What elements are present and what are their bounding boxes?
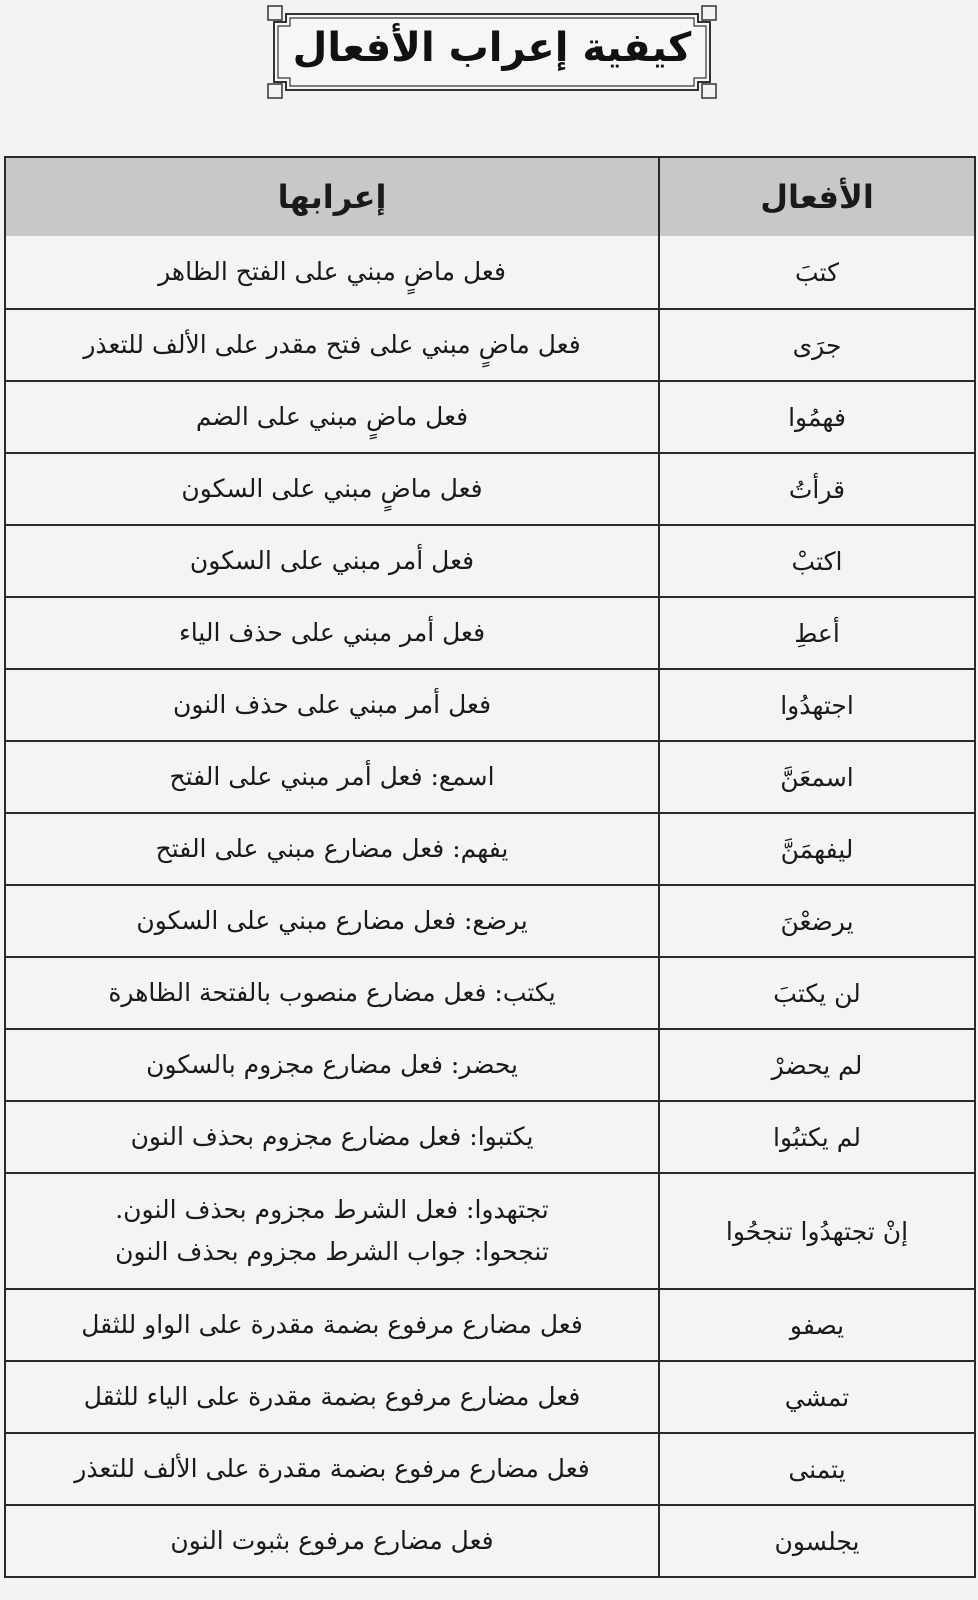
verb-cell: قرأتُ bbox=[788, 474, 846, 504]
parsing-cell bbox=[6, 310, 660, 380]
table-row bbox=[6, 596, 974, 668]
verb-cell: تمشي bbox=[784, 1382, 850, 1412]
verb-cell: جرَى bbox=[792, 330, 842, 360]
parsing-text: فعل ماضٍ مبني على الضم bbox=[195, 402, 469, 431]
table-row bbox=[6, 1432, 974, 1504]
table-header-row bbox=[6, 158, 974, 236]
parsing-text: فعل مضارع مرفوع بضمة مقدرة على الياء للثقل bbox=[83, 1382, 581, 1411]
parsing-cell bbox=[6, 526, 660, 596]
verb-cell: ليفهمَنَّ bbox=[780, 834, 854, 864]
table-row bbox=[6, 308, 974, 380]
parsing-cell bbox=[6, 958, 660, 1028]
parsing-text: يكتب: فعل مضارع منصوب بالفتحة الظاهرة bbox=[108, 978, 556, 1007]
parsing-cell bbox=[6, 886, 660, 956]
table-row bbox=[6, 1100, 974, 1172]
verb-cell: لم يحضرْ bbox=[771, 1050, 863, 1080]
parsing-text: فعل مضارع مرفوع بضمة مقدرة على الواو للثقل bbox=[81, 1310, 583, 1339]
parsing-cell bbox=[6, 1102, 660, 1172]
parsing-text: يرضع: فعل مضارع مبني على السكون bbox=[136, 906, 528, 935]
parsing-text: فعل أمر مبني على السكون bbox=[189, 546, 475, 575]
parsing-text: فعل مضارع مرفوع بثبوت النون bbox=[170, 1526, 494, 1555]
parsing-text: يحضر: فعل مضارع مجزوم بالسكون bbox=[146, 1050, 518, 1079]
parsing-text: تنجحوا: جواب الشرط مجزوم بحذف النون bbox=[115, 1237, 549, 1266]
parsing-cell bbox=[6, 454, 660, 524]
table-row bbox=[6, 740, 974, 812]
parsing-cell bbox=[6, 598, 660, 668]
parsing-text: يفهم: فعل مضارع مبني على الفتح bbox=[155, 834, 509, 863]
header-verbs: الأفعال bbox=[760, 178, 874, 216]
parsing-text: فعل مضارع مرفوع بضمة مقدرة على الألف للتعذر bbox=[74, 1454, 590, 1483]
parsing-cell bbox=[6, 814, 660, 884]
table-row bbox=[6, 1288, 974, 1360]
parsing-text: فعل ماضٍ مبني على السكون bbox=[181, 474, 483, 503]
parsing-text: يكتبوا: فعل مضارع مجزوم بحذف النون bbox=[130, 1122, 534, 1151]
table-row bbox=[6, 1504, 974, 1576]
verb-cell: اكتبْ bbox=[791, 546, 843, 576]
table-row bbox=[6, 668, 974, 740]
verbs-parsing-table bbox=[4, 156, 976, 1578]
page-title: كيفية إعراب الأفعال bbox=[292, 25, 692, 71]
table-row bbox=[6, 452, 974, 524]
parsing-cell bbox=[6, 1290, 660, 1360]
table-row bbox=[6, 812, 974, 884]
verb-cell: يرضعْنَ bbox=[780, 906, 854, 936]
parsing-cell bbox=[6, 1434, 660, 1504]
verb-cell: إنْ تجتهدُوا تنجحُوا bbox=[725, 1216, 909, 1246]
parsing-cell bbox=[6, 670, 660, 740]
verb-cell: كتبَ bbox=[795, 257, 839, 287]
parsing-cell bbox=[6, 1174, 660, 1288]
parsing-text: تجتهدوا: فعل الشرط مجزوم بحذف النون. bbox=[115, 1195, 549, 1224]
table-row bbox=[6, 1028, 974, 1100]
title-frame bbox=[264, 0, 720, 102]
parsing-cell bbox=[6, 742, 660, 812]
table-row bbox=[6, 1172, 974, 1288]
table-row bbox=[6, 884, 974, 956]
parsing-cell bbox=[6, 1362, 660, 1432]
verb-cell: يجلسون bbox=[774, 1526, 860, 1556]
parsing-cell bbox=[6, 1030, 660, 1100]
verb-cell: لم يكتبُوا bbox=[773, 1122, 861, 1152]
table-row bbox=[6, 524, 974, 596]
verb-cell: أعطِ bbox=[794, 618, 840, 648]
verb-cell: يصفو bbox=[789, 1310, 845, 1340]
parsing-text: فعل ماضٍ مبني على فتح مقدر على الألف للتعذر bbox=[83, 330, 581, 359]
table-row bbox=[6, 380, 974, 452]
parsing-cell bbox=[6, 236, 660, 308]
parsing-cell bbox=[6, 382, 660, 452]
parsing-text: فعل أمر مبني على حذف الياء bbox=[178, 618, 486, 647]
table-row bbox=[6, 236, 974, 308]
parsing-text: اسمع: فعل أمر مبني على الفتح bbox=[169, 762, 495, 791]
parsing-text: فعل أمر مبني على حذف النون bbox=[172, 690, 492, 719]
verb-cell: فهمُوا bbox=[788, 402, 846, 432]
header-parsing: إعرابها bbox=[6, 158, 660, 236]
table-row bbox=[6, 956, 974, 1028]
verb-cell: يتمنى bbox=[788, 1454, 846, 1484]
table-row bbox=[6, 1360, 974, 1432]
verb-cell: لن يكتبَ bbox=[773, 978, 861, 1008]
verb-cell: اسمعَنَّ bbox=[780, 762, 854, 792]
verb-cell: اجتهدُوا bbox=[780, 690, 854, 720]
parsing-text: فعل ماضٍ مبني على الفتح الظاهر bbox=[158, 257, 506, 286]
parsing-cell bbox=[6, 1506, 660, 1576]
